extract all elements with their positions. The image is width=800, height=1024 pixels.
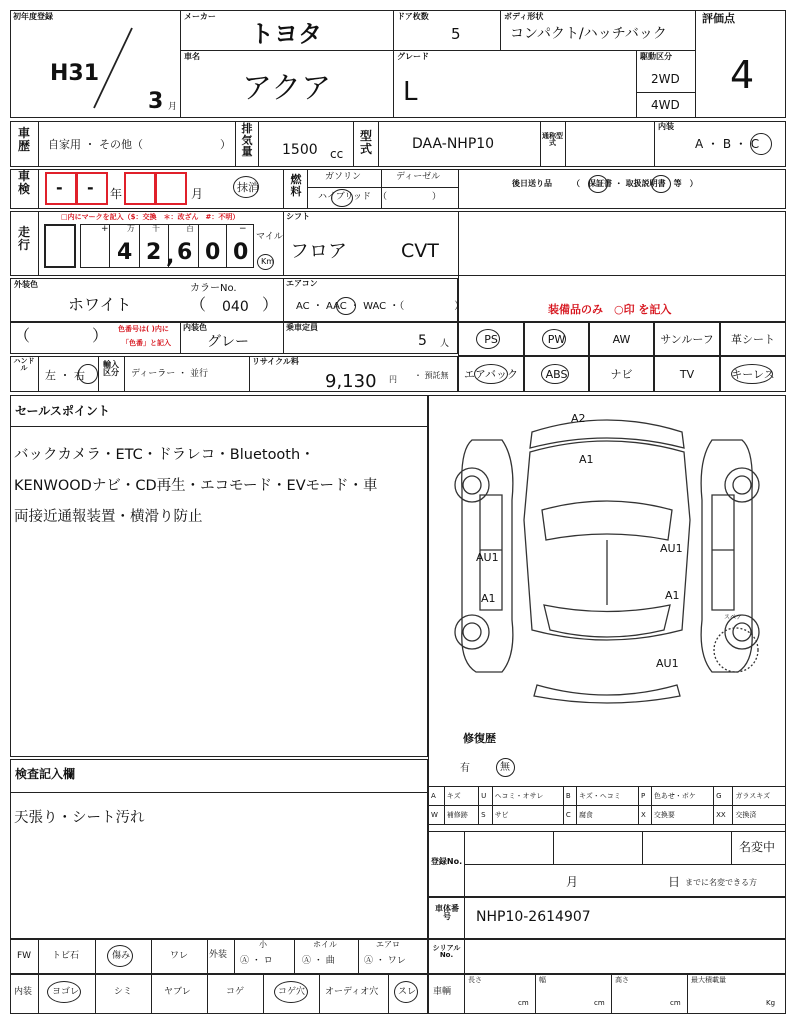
displacement-label: 排気量 xyxy=(241,122,253,159)
inspection-year-unit: 年 xyxy=(110,187,123,201)
ac-label: エアコン xyxy=(286,279,318,288)
first-reg-year: H31 xyxy=(50,61,100,86)
extra-color-open: （ xyxy=(14,326,31,345)
recycle-value: 9,130 xyxy=(325,371,377,392)
legend-desc: 補修跡 xyxy=(444,806,478,825)
int-stain: シミ xyxy=(114,987,133,997)
legend-desc: 交換要 xyxy=(651,806,713,825)
damage-legend xyxy=(428,786,786,825)
inspection-expired: 抹消 xyxy=(237,181,259,194)
abs-mark xyxy=(541,364,569,384)
damage-label-au1-rear: AU1 xyxy=(656,657,679,670)
fuel-hybrid-paren: （ ） xyxy=(378,192,442,202)
int-audio-hole: オーディオ穴 xyxy=(325,987,379,997)
int-burn-hole: コゲ穴 xyxy=(278,987,306,997)
reg-deadline: までに名変できる方 xyxy=(685,878,757,887)
sales-title: セールスポイント xyxy=(15,404,110,418)
recycle-deposit: ・ 預託無 xyxy=(414,371,449,380)
repair-label: 修復歴 xyxy=(463,732,496,745)
legend-code: X xyxy=(638,806,651,825)
fuel-gas: ガソリン xyxy=(325,172,362,182)
right-handle-mark xyxy=(78,364,98,384)
mileage-digit-1: 4 xyxy=(117,240,133,265)
max-load-kg: Kg xyxy=(766,999,776,1007)
reg-month: 月 xyxy=(566,875,579,889)
equip-aw-text: AW xyxy=(612,332,631,346)
fuel-diesel: ディーゼル xyxy=(396,172,441,182)
spare-label: スペア xyxy=(724,614,743,621)
name-change: 名変中 xyxy=(739,840,776,854)
km-mark xyxy=(257,254,274,270)
remarks-text: 天張り・シート汚れ xyxy=(14,810,145,826)
unit-plus: + xyxy=(101,224,109,234)
legend-code: B xyxy=(563,787,576,806)
int-label: 内装 xyxy=(14,987,33,997)
reg-day: 日 xyxy=(668,875,681,889)
model-value: DAA-NHP10 xyxy=(412,136,495,152)
mileage-digit-5: 0 xyxy=(233,240,249,265)
vin-value: NHP10-2614907 xyxy=(476,909,591,925)
color-no-label: カラーNo. xyxy=(190,283,237,294)
legend-desc: ガラスキズ xyxy=(733,787,786,806)
vin-label: 車体番号 xyxy=(435,904,459,922)
ext-aero-label: エアロ xyxy=(376,940,400,949)
legend-code: C xyxy=(563,806,576,825)
int-scuff: スレ xyxy=(398,987,417,997)
dims-height-cm: cm xyxy=(670,999,681,1007)
drive-label: 駆動区分 xyxy=(640,52,672,61)
interior-grades: A ・ B ・ C xyxy=(695,137,760,151)
serial-frame xyxy=(428,939,786,974)
ext-small-label: 小 xyxy=(259,940,267,949)
dims-label: 車輌 xyxy=(433,987,452,997)
dims-length-cm: cm xyxy=(518,999,529,1007)
grade-label: グレード xyxy=(397,52,429,61)
int-burn: コゲ xyxy=(226,987,245,997)
shift-label: シフト xyxy=(286,212,310,221)
sales-line-1: バックカメラ・ETC・ドラレコ・Bluetooth・ xyxy=(14,447,315,463)
import-options: ディーラー ・ 並行 xyxy=(131,369,209,379)
ac-options: AC ・ AAC ・ WAC ・（ ） xyxy=(296,301,465,312)
equip-pw-text: PW xyxy=(547,332,566,346)
serial-label: シリアルNo. xyxy=(432,944,461,960)
slash-divider xyxy=(90,26,136,110)
unit-sen: 千 xyxy=(152,224,160,233)
legend-code: U xyxy=(479,787,492,806)
recycle-yen: 円 xyxy=(389,375,397,384)
int-burn-hole-mark xyxy=(274,981,308,1003)
mile-label: マイル xyxy=(256,232,283,242)
later-items-label: 後日送り品 xyxy=(512,179,552,188)
damage-label-au1-left: AU1 xyxy=(476,551,499,564)
maker-value: トヨタ xyxy=(250,20,322,48)
int-dirt-mark xyxy=(47,981,81,1003)
fuel-hybrid: ハイブリッド xyxy=(318,192,372,202)
first-reg-month: 3 xyxy=(148,89,164,114)
fw-chip: トビ石 xyxy=(52,951,80,961)
color-note-2: 「色番」と記入 xyxy=(122,339,171,347)
ps-mark xyxy=(476,329,500,349)
name-label: 車名 xyxy=(184,52,200,61)
equip-abs-text: ABS xyxy=(545,367,568,381)
unit-man: 万 xyxy=(127,224,135,233)
capacity-unit: 人 xyxy=(440,339,450,349)
manual-mark xyxy=(651,175,671,193)
equip-tv-text: TV xyxy=(679,367,695,381)
score-label: 評価点 xyxy=(702,12,735,25)
mileage-digit-3: 6 xyxy=(177,240,193,265)
interior-c-mark xyxy=(750,133,772,155)
sales-line-2: KENWOODナビ・CD再生・エコモード・EVモード・車 xyxy=(14,478,378,494)
remarks-frame xyxy=(10,759,428,939)
recycle-label: リサイクル料 xyxy=(252,357,299,366)
warranty-mark xyxy=(588,175,608,193)
interior-color: グレー xyxy=(207,334,249,350)
inspection-dash-1: - xyxy=(56,178,63,197)
capacity-value: 5 xyxy=(418,333,427,349)
fw-damage-mark xyxy=(107,945,133,967)
int-tear: ヤブレ xyxy=(164,987,191,997)
cc-unit: cc xyxy=(330,147,344,161)
inspection-month-box-2 xyxy=(155,172,187,205)
ext-wheel-opts: Ⓐ ・ 曲 xyxy=(302,956,335,966)
hybrid-mark xyxy=(331,189,353,207)
legend-code: W xyxy=(429,806,445,825)
equipment-note: 装備品のみ ○印 を記入 xyxy=(548,303,672,316)
mileage-label: 走行 xyxy=(17,225,30,252)
ext-label: 外装 xyxy=(209,950,228,960)
mileage-digit-4: 0 xyxy=(205,240,221,265)
body-value: コンパクト/ハッチバック xyxy=(510,26,667,42)
extra-color-close: ） xyxy=(92,326,109,345)
grade-value: L xyxy=(403,77,418,107)
later-items-text: （ 保証書 ・ 取扱説明書 等 ） xyxy=(572,179,698,188)
month-unit: 月 xyxy=(168,102,178,112)
legend-code: S xyxy=(479,806,492,825)
dims-height-label: 高さ xyxy=(615,976,629,984)
fuel-label: 燃料 xyxy=(290,173,302,198)
remarks-title: 検査記入欄 xyxy=(15,767,76,781)
inspection-month-box-1 xyxy=(124,172,156,205)
equip-keyless-text: キーレス xyxy=(731,368,775,381)
repair-no-mark xyxy=(496,758,515,777)
ext-wheel-label: ホイル xyxy=(313,940,337,949)
fw-crack: ワレ xyxy=(170,951,189,961)
equip-tv xyxy=(654,356,720,392)
inspection-month-unit: 月 xyxy=(191,187,204,201)
first-reg-label: 初年度登録 xyxy=(13,12,53,21)
equip-navi-text: ナビ xyxy=(610,368,633,381)
legend-desc: サビ xyxy=(492,806,563,825)
mileage-comma: , xyxy=(166,244,175,269)
legend-code: XX xyxy=(714,806,733,825)
interior-label: 内装 xyxy=(658,122,674,131)
ext-small-opts: Ⓐ ・ ロ xyxy=(240,956,273,966)
legend-desc: キズ xyxy=(444,787,478,806)
airbag-mark xyxy=(474,364,508,384)
model-label: 型式 xyxy=(359,129,372,156)
equip-sunroof-text: サンルーフ xyxy=(660,333,714,346)
doors-value: 5 xyxy=(451,25,461,43)
damage-label-a1-left: A1 xyxy=(481,592,496,605)
equip-aw xyxy=(589,322,654,356)
legend-desc: キズ・ヘコミ xyxy=(576,787,638,806)
displacement-value: 1500 xyxy=(282,142,318,158)
legend-code: G xyxy=(714,787,733,806)
drive-4wd: 4WD xyxy=(651,98,680,112)
sales-line-3: 両接近通報装置・横滑り防止 xyxy=(14,509,203,525)
handle-label: ハンドル xyxy=(13,357,35,373)
body-label: ボディ形状 xyxy=(504,12,544,21)
expired-mark xyxy=(233,176,259,198)
equip-ps-text: PS xyxy=(484,332,498,346)
legend-code: A xyxy=(429,787,445,806)
dims-width-cm: cm xyxy=(594,999,605,1007)
color-no-close: ） xyxy=(262,295,279,314)
fw-label: FW xyxy=(17,951,32,961)
inspection-label: 車検 xyxy=(17,169,30,196)
common-model-label: 通称型式 xyxy=(542,132,563,148)
mileage-digit-2: 2 xyxy=(146,240,162,265)
history-label: 車歴 xyxy=(17,126,30,153)
name-value: アクア xyxy=(242,71,332,106)
equip-navi xyxy=(589,356,654,392)
color-no-open: （ xyxy=(190,295,207,314)
unit-hyaku: 百 xyxy=(186,224,194,233)
equip-leather xyxy=(720,322,786,356)
keyless-mark xyxy=(731,364,773,384)
dims-length-label: 長さ xyxy=(468,976,482,984)
damage-label-a2: A2 xyxy=(571,412,586,425)
import-label: 輸入区分 xyxy=(103,360,119,378)
aac-mark xyxy=(336,297,356,315)
pw-mark xyxy=(542,329,566,349)
damage-label-au1-right: AU1 xyxy=(660,542,683,555)
int-scuff-mark xyxy=(394,981,418,1003)
legend-desc: ヘコミ・オサレ xyxy=(492,787,563,806)
max-load-label: 最大積載量 xyxy=(691,976,726,984)
handle-options: 左 ・ 右 xyxy=(45,369,85,382)
equip-airbag-text: エアバック xyxy=(463,368,519,381)
doors-label: ドア枚数 xyxy=(397,12,429,21)
exterior-color: ホワイト xyxy=(68,295,132,314)
km-label: Km xyxy=(261,257,275,266)
damage-label-a1-right: A1 xyxy=(665,589,680,602)
unit-minus: − xyxy=(239,224,247,234)
shift-type: CVT xyxy=(401,240,439,262)
repair-yes: 有 xyxy=(460,763,470,774)
registration-no-label: 登録No. xyxy=(430,857,463,866)
fw-damage: 傷み xyxy=(112,951,131,961)
legend-desc: 色あせ・ボケ xyxy=(651,787,713,806)
capacity-label: 乗車定員 xyxy=(286,323,318,332)
equip-leather-text: 革シート xyxy=(731,333,775,346)
color-no-value: 040 xyxy=(222,299,249,315)
dims-width-label: 幅 xyxy=(539,976,546,984)
interior-color-label: 内装色 xyxy=(183,323,207,332)
legend-desc: 交換済 xyxy=(733,806,786,825)
color-note-1: 色番号は( )内に xyxy=(118,325,169,333)
shift-position: フロア xyxy=(290,240,348,262)
ext-aero-opts: Ⓐ ・ ワレ xyxy=(364,956,406,966)
repair-no: 無 xyxy=(500,762,510,773)
legend-code: P xyxy=(638,787,651,806)
history-text: 自家用 ・ その他（ ） xyxy=(48,138,231,151)
inspection-dash-2: - xyxy=(87,178,94,197)
equip-sunroof xyxy=(654,322,720,356)
drive-2wd: 2WD xyxy=(651,72,680,86)
mileage-mark-box xyxy=(44,224,76,268)
legend-desc: 腐食 xyxy=(576,806,638,825)
score-value: 4 xyxy=(730,53,755,97)
mileage-note: □内にマークを記入（$：交換 ＊：改ざん #：不明） xyxy=(61,213,240,221)
maker-label: メーカー xyxy=(184,12,216,21)
int-dirt: ヨゴレ xyxy=(52,987,80,997)
damage-label-a1-roof: A1 xyxy=(579,453,594,466)
exterior-color-label: 外装色 xyxy=(14,280,38,289)
